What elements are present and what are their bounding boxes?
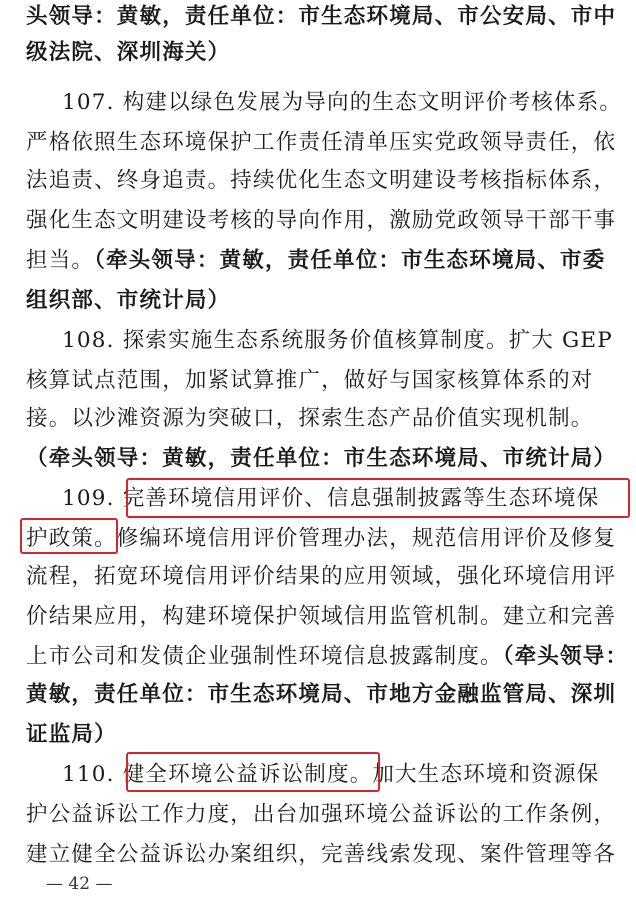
- text-segment: 核算试点范围，加紧试算推广，做好与国家核算体系的对: [26, 368, 594, 393]
- text-segment: 107. 构建以绿色发展为导向的生态文明评价考核体系。: [62, 90, 623, 115]
- text-line: [26, 404, 622, 434]
- text-segment: 护公益诉讼工作力度，出台加强环境公益诉讼的工作条例，: [26, 802, 617, 827]
- text-segment: 强化生态文明建设考核的导向作用，激励党政领导干部干事: [26, 208, 617, 233]
- text-line: [26, 840, 622, 870]
- bold-text-segment: （牵头领导：黄敏，责任单位：市生态环境局、市统计局）: [26, 446, 617, 471]
- text-line: [26, 720, 622, 750]
- text-line: [26, 444, 622, 474]
- text-line: [26, 166, 622, 196]
- text-line: [26, 246, 622, 276]
- text-line: [26, 206, 622, 236]
- text-line: [26, 642, 629, 672]
- text-segment: 价结果应用，构建环境保护领域信用监管机制。建立和完善: [26, 604, 617, 629]
- text-line: [26, 524, 622, 554]
- text-segment: 110. 健全环境公益诉讼制度。加大生态环境和资源保: [62, 762, 600, 787]
- text-line: [26, 38, 622, 68]
- bold-text-segment: （牵头领导：: [502, 644, 629, 669]
- text-segment: 上市公司和发债企业强制性环境信息披露制度。: [26, 644, 503, 669]
- text-line: [62, 484, 622, 514]
- page-number: — 42 —: [46, 874, 113, 894]
- text-segment: 护政策。修编环境信用评价管理办法，规范信用评价及修复: [26, 526, 617, 551]
- text-segment: 建立健全公益诉讼办案组织，完善线索发现、案件管理等各: [26, 842, 617, 867]
- text-line: [26, 286, 622, 316]
- text-segment: 严格依照生态环境保护工作责任清单压实党政领导责任，依: [26, 130, 617, 155]
- text-segment: 108. 探索实施生态系统服务价值核算制度。扩大 GEP: [62, 328, 613, 353]
- bold-text-segment: 组织部、市统计局）: [26, 288, 231, 313]
- text-line: [26, 128, 622, 158]
- text-segment: 109. 完善环境信用评价、信息强制披露等生态环境保: [62, 486, 600, 511]
- text-line: [26, 680, 622, 710]
- text-segment: 担当。: [26, 248, 95, 273]
- text-line: [26, 562, 622, 592]
- text-line: [26, 800, 622, 830]
- text-line: [26, 602, 622, 632]
- text-line: [62, 760, 622, 790]
- bold-text-segment: 头领导：黄敏，责任单位：市生态环境局、市公安局、市中: [26, 4, 617, 29]
- text-segment: 流程，拓宽环境信用评价结果的应用领域，强化环境信用评: [26, 564, 617, 589]
- text-line: [26, 366, 622, 396]
- text-line: [26, 2, 622, 32]
- text-segment: 接。以沙滩资源为突破口，探索生态产品价值实现机制。: [26, 406, 594, 431]
- bold-text-segment: 黄敏，责任单位：市生态环境局、市地方金融监管局、深圳: [26, 682, 617, 707]
- text-segment: 法追责、终身追责。持续优化生态文明建设考核指标体系，: [26, 168, 617, 193]
- bold-text-segment: 证监局）: [26, 722, 117, 747]
- text-line: [62, 88, 622, 118]
- bold-text-segment: （牵头领导：黄敏，责任单位：市生态环境局、市委: [94, 248, 606, 273]
- text-line: [62, 326, 622, 356]
- bold-text-segment: 级法院、深圳海关）: [26, 40, 231, 65]
